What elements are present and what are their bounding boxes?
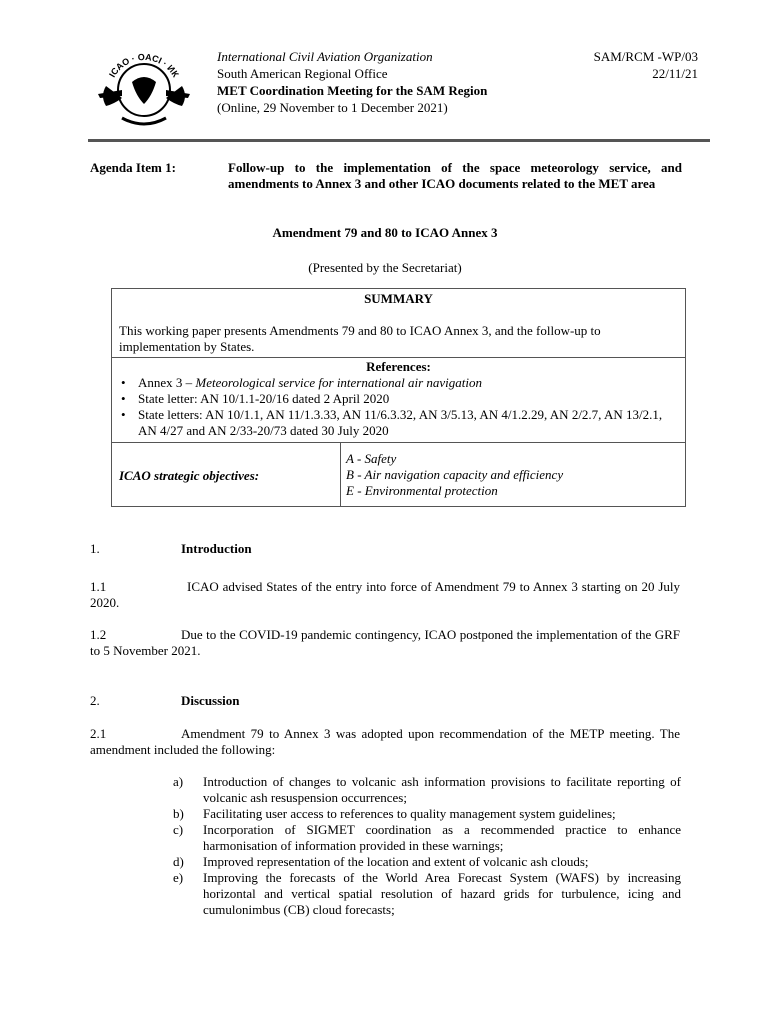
objectives-list [346,451,563,499]
para-2-1-text: Amendment 79 to Annex 3 was adopted upon recommendation of the METP meeting. The amendment included the following: [90,726,680,757]
list-item: e) Improving the forecasts of the World Area Forecast System (WAFS) by increasing horizontal and vertical spatial resolution of hazard grids for turbulence, icing and cumulonimbus (CB) cloud forecasts; [173,870,681,917]
document-reference: SAM/RCM -WP/03 [593,49,698,64]
section-1-number: 1. [90,541,100,556]
header-rule [88,139,710,142]
presented-by: (Presented by the Secretariat) [308,260,462,275]
meeting-dates: (Online, 29 November to 1 December 2021) [217,100,448,115]
reference-item: • Annex 3 – Meteorological service for international air navigation [121,375,482,390]
para-1-2-text: Due to the COVID-19 pandemic contingency, ICAO postponed the implementation of the GRF to 5 November 2021. [90,627,680,658]
para-1-1-number: 1.1 [90,579,107,594]
section-2-number: 2. [90,693,100,708]
reference-item: • State letters: AN 10/1.1, AN 11/1.3.33, AN 11/6.3.32, AN 3/5.13, AN 4/1.2.29, AN 2/2.7, AN 13/2.1, AN 4/27 and AN 2/33-20/73 dated 30 July 2020 [121,407,663,438]
paper-title: Amendment 79 and 80 to ICAO Annex 3 [272,225,498,240]
objectives-column-divider [340,442,341,507]
objectives-divider [112,442,685,443]
list-item: b) Facilitating user access to references to quality management system guidelines; [173,806,616,821]
reference-item: • State letter: AN 10/1.1-20/16 dated 2 April 2020 [121,391,390,406]
meeting-name: MET Coordination Meeting for the SAM Region [217,83,488,98]
bullet-icon: • [121,407,126,422]
org-name: International Civil Aviation Organization [217,49,433,64]
objective-item: A - Safety [346,451,397,466]
header-right [560,49,698,83]
agenda-text: Follow-up to the implementation of the space meteorology service, and amendments to Annex 3 and other ICAO documents related to the MET area [228,160,682,191]
icao-logo [92,38,196,130]
section-1-title: Introduction [181,541,252,556]
summary-divider [112,357,685,358]
objective-item: B - Air navigation capacity and efficiency [346,467,564,482]
para-1-2-number: 1.2 [90,627,107,642]
summary-text: This working paper presents Amendments 79 and 80 to ICAO Annex 3, and the follow-up to implementation by States. [119,323,601,354]
svg-text:ICAO · OACI · ИКАО: ICAO · OACI · ИК [107,51,181,80]
regional-office: South American Regional Office [217,66,388,81]
objectives-label: ICAO strategic objectives: [119,468,260,483]
para-2-1-number: 2.1 [90,726,107,741]
bullet-icon: • [121,375,126,390]
para-1-1-text: ICAO advised States of the entry into force of Amendment 79 to Annex 3 starting on 20 July 2020. [90,579,680,610]
list-item: c) Incorporation of SIGMET coordination as a recommended practice to enhance harmonisation of information provided in these warnings; [173,822,681,853]
summary-box [111,288,686,507]
list-item: d) Improved representation of the location and extent of volcanic ash clouds; [173,854,589,869]
document-date: 22/11/21 [652,66,698,81]
amendment-list [163,774,681,918]
references-heading: References: [366,359,431,374]
section-2-title: Discussion [181,693,240,708]
list-item: a) Introduction of changes to volcanic ash information provisions to facilitate reporting of volcanic ash resuspension occurrences; [173,774,681,805]
references-list [118,375,678,439]
summary-heading: SUMMARY [364,291,433,306]
objective-item: E - Environmental protection [346,483,498,498]
header-left [217,49,537,117]
agenda-label: Agenda Item 1: [90,160,176,175]
icao-emblem-icon [92,38,196,130]
bullet-icon: • [121,391,126,406]
